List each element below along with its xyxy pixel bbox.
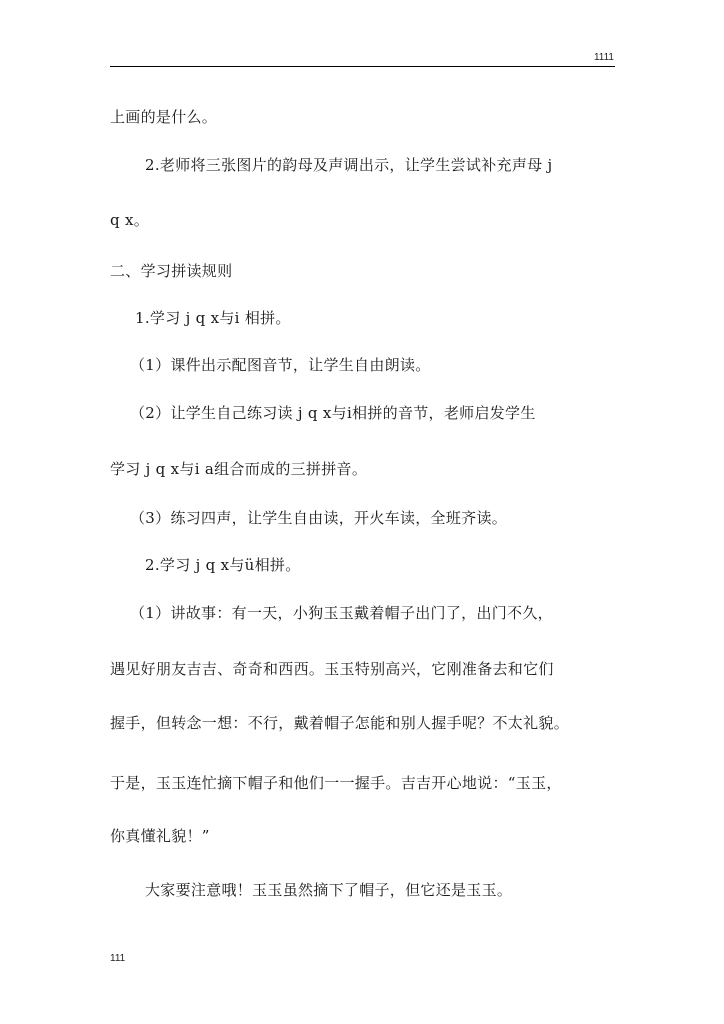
text-line: 于是，玉玉连忙摘下帽子和他们一一握手。吉吉开心地说：“玉玉，: [110, 774, 562, 792]
text-line: 你真懂礼貌！”: [110, 827, 210, 845]
header-rule: [110, 66, 615, 67]
text-line: （1）讲故事：有一天，小狗玉玉戴着帽子出门了，出门不久，: [130, 604, 553, 622]
text-line: 1.学习 j q x与i 相拼。: [135, 309, 291, 327]
text-line: 大家要注意哦！玉玉虽然摘下了帽子，但它还是玉玉。: [145, 881, 513, 899]
section-heading: 二、学习拼读规则: [110, 262, 233, 280]
text-line: （2）让学生自己练习读 j q x与i相拼的音节，老师启发学生: [130, 404, 536, 422]
text-line: 2.学习 j q x与ü相拼。: [145, 556, 301, 574]
text-line: 遇见好朋友吉吉、奇奇和西西。玉玉特别高兴，它刚准备去和它们: [110, 660, 554, 678]
page-number-bottom: 111: [110, 953, 126, 964]
text-line: q x。: [110, 211, 150, 229]
text-line: （1）课件出示配图音节，让学生自由朗读。: [130, 356, 431, 374]
page-number-top: 1111: [593, 52, 614, 63]
text-line: （3）练习四声，让学生自由读，开火车读，全班齐读。: [130, 509, 508, 527]
text-line: 上画的是什么。: [110, 108, 218, 126]
text-line: 学习 j q x与i a组合而成的三拼拼音。: [110, 460, 368, 478]
text-line: 握手，但转念一想：不行，戴着帽子怎能和别人握手呢？不太礼貌。: [110, 714, 570, 732]
text-line: 2.老师将三张图片的韵母及声调出示，让学生尝试补充声母 j: [145, 156, 553, 174]
